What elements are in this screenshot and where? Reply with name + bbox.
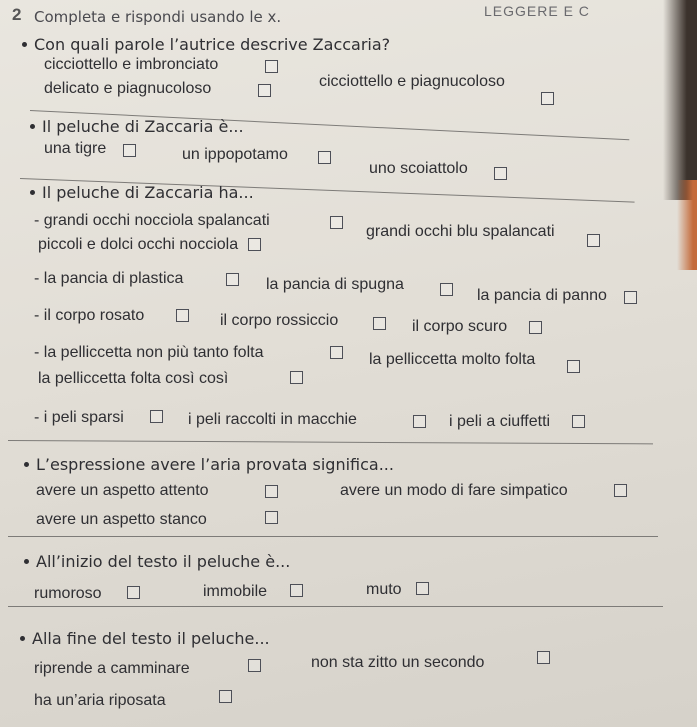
option-label: - il corpo rosato [34, 307, 145, 324]
option-label: un ippopotamo [182, 146, 288, 163]
option-checkbox[interactable] [226, 273, 239, 286]
option-label: avere un aspetto attento [36, 482, 209, 499]
option-label: non sta zitto un secondo [311, 654, 485, 671]
divider [8, 536, 658, 537]
option-label: il corpo scuro [412, 318, 508, 335]
question-2: Il peluche di Zaccaria è... [30, 118, 244, 136]
option-label: la pelliccetta folta così così [38, 370, 229, 387]
option-checkbox[interactable] [373, 317, 386, 330]
option-label: muto [366, 581, 402, 598]
option-label: cicciottello e piagnucoloso [319, 73, 505, 90]
option-label: uno scoiattolo [369, 160, 468, 177]
option-checkbox[interactable] [416, 582, 429, 595]
divider [8, 440, 653, 444]
option-checkbox[interactable] [123, 144, 136, 157]
option-label: - la pancia di plastica [34, 270, 184, 287]
option-label: la pelliccetta molto folta [369, 351, 536, 368]
bullet-icon [22, 42, 27, 47]
page-edge-color [677, 180, 697, 270]
option-checkbox[interactable] [587, 234, 600, 247]
option-label: i peli raccolti in macchie [188, 411, 357, 428]
option-checkbox[interactable] [440, 283, 453, 296]
question-6: Alla fine del testo il peluche... [20, 630, 270, 648]
option-checkbox[interactable] [127, 586, 140, 599]
option-checkbox[interactable] [537, 651, 550, 664]
option-label: piccoli e dolci occhi nocciola [38, 236, 239, 253]
exercise-number: 2 [12, 5, 22, 24]
option-checkbox[interactable] [614, 484, 627, 497]
instruction: Completa e rispondi usando le x. [34, 8, 282, 26]
option-checkbox[interactable] [318, 151, 331, 164]
option-label: avere un modo di fare simpatico [340, 482, 568, 499]
divider [8, 606, 663, 607]
option-checkbox[interactable] [624, 291, 637, 304]
option-checkbox[interactable] [248, 238, 261, 251]
option-label: cicciottello e imbronciato [44, 56, 219, 73]
option-checkbox[interactable] [290, 584, 303, 597]
option-checkbox[interactable] [258, 84, 271, 97]
option-label: rumoroso [34, 585, 102, 602]
bullet-icon [24, 559, 29, 564]
corner-label: LEGGERE E C [484, 3, 590, 19]
page-edge-shadow [663, 0, 697, 200]
option-label: immobile [203, 583, 268, 600]
option-checkbox[interactable] [265, 60, 278, 73]
bullet-icon [24, 462, 29, 467]
question-5: All’inizio del testo il peluche è... [24, 553, 290, 571]
question-4: L’espressione avere l’aria provata significa... [24, 456, 394, 474]
option-checkbox[interactable] [265, 511, 278, 524]
option-checkbox[interactable] [494, 167, 507, 180]
option-label: ha un’aria riposata [34, 692, 166, 709]
option-checkbox[interactable] [330, 216, 343, 229]
bullet-icon [20, 636, 25, 641]
option-label: - la pelliccetta non più tanto folta [34, 344, 264, 361]
option-label: i peli a ciuffetti [449, 413, 551, 430]
option-checkbox[interactable] [413, 415, 426, 428]
option-label: - grandi occhi nocciola spalancati [34, 212, 270, 229]
option-label: la pancia di spugna [266, 276, 404, 293]
bullet-icon [30, 190, 35, 195]
option-label: una tigre [44, 140, 107, 157]
option-label: il corpo rossiccio [220, 312, 339, 329]
option-label: la pancia di panno [477, 287, 607, 304]
option-checkbox[interactable] [219, 690, 232, 703]
option-checkbox[interactable] [265, 485, 278, 498]
option-label: avere un aspetto stanco [36, 511, 207, 528]
option-checkbox[interactable] [248, 659, 261, 672]
option-checkbox[interactable] [541, 92, 554, 105]
option-label: riprende a camminare [34, 660, 190, 677]
option-label: grandi occhi blu spalancati [366, 223, 555, 240]
option-checkbox[interactable] [567, 360, 580, 373]
option-label: delicato e piagnucoloso [44, 80, 212, 97]
bullet-icon [30, 124, 35, 129]
option-checkbox[interactable] [572, 415, 585, 428]
option-checkbox[interactable] [529, 321, 542, 334]
question-1: Con quali parole l’autrice descrive Zaccaria? [22, 36, 390, 54]
question-3: Il peluche di Zaccaria ha... [30, 184, 254, 202]
option-checkbox[interactable] [330, 346, 343, 359]
option-checkbox[interactable] [150, 410, 163, 423]
option-checkbox[interactable] [290, 371, 303, 384]
option-checkbox[interactable] [176, 309, 189, 322]
option-label: - i peli sparsi [34, 409, 124, 426]
